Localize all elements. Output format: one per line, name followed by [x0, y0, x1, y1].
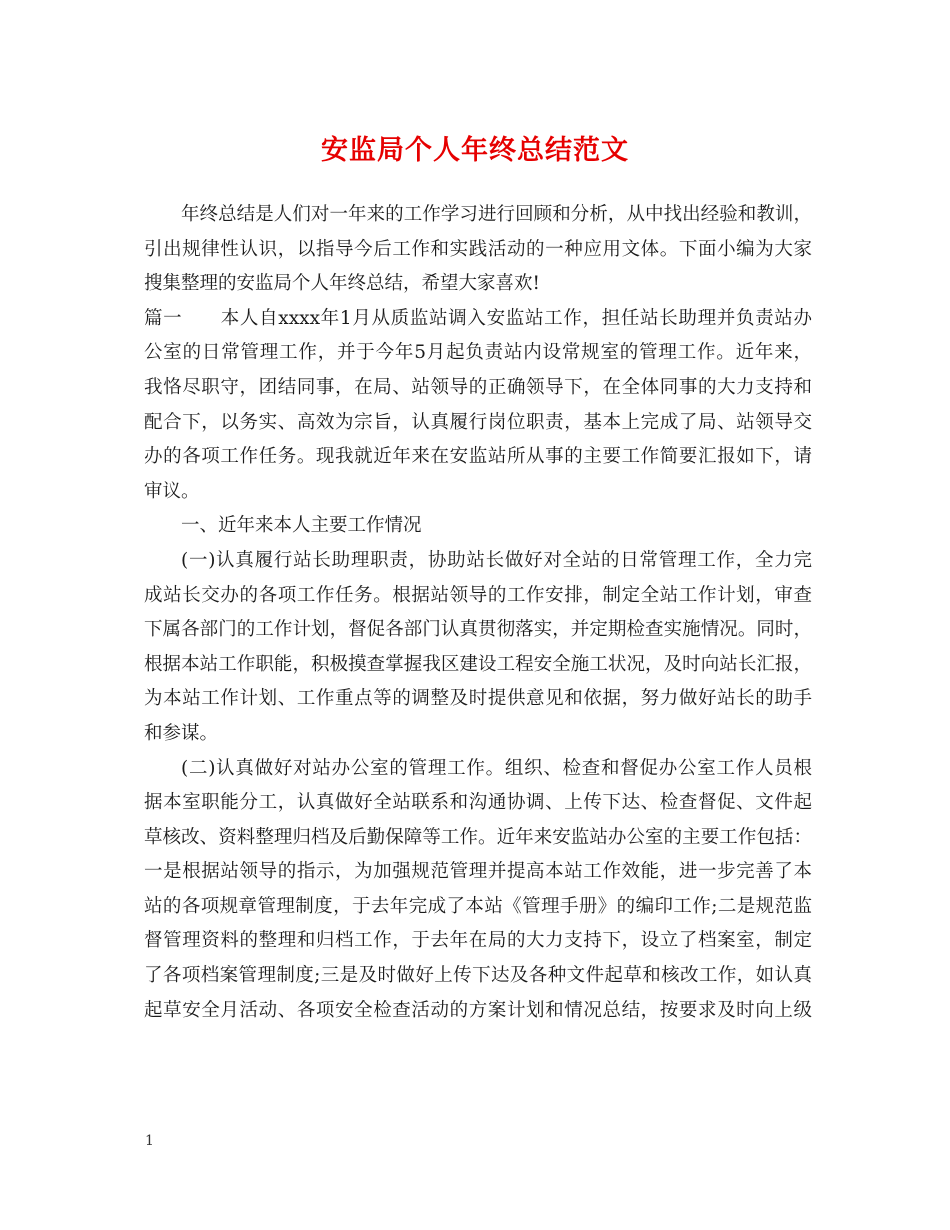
- text-line: 站的各项规章管理制度，于去年完成了本站《管理手册》的编印工作;二是规范监: [144, 895, 812, 917]
- document-body: [144, 198, 812, 1028]
- text-line: 引出规律性认识，以指导今后工作和实践活动的一种应用文体。下面小编为大家: [144, 238, 812, 260]
- text-line: 下属各部门的工作计划，督促各部门认真贯彻落实，并定期检查实施情况。同时，: [144, 619, 812, 641]
- text-line: 搜集整理的安监局个人年终总结，希望大家喜欢!: [144, 273, 540, 295]
- text-line: 公室的日常管理工作，并于今年5月起负责站内设常规室的管理工作。近年来，: [144, 342, 812, 364]
- document-title: 安监局个人年终总结范文: [321, 135, 629, 166]
- page-number: 1: [145, 1133, 154, 1149]
- text-line: 根据本站工作职能，积极摸查掌握我区建设工程安全施工状况，及时向站长汇报，: [144, 653, 812, 675]
- text-line: 配合下，以务实、高效为宗旨，认真履行岗位职责，基本上完成了局、站领导交: [144, 411, 812, 433]
- text-line: 办的各项工作任务。现我就近年来在安监站所从事的主要工作简要汇报如下，请: [144, 446, 812, 468]
- text-line: 年终总结是人们对一年来的工作学习进行回顾和分析，从中找出经验和教训，: [181, 204, 812, 225]
- text-line: 我恪尽职守，团结同事，在局、站领导的正确领导下，在全体同事的大力支持和: [144, 376, 812, 398]
- text-line: 草核改、资料整理归档及后勤保障等工作。近年来安监站办公室的主要工作包括：: [144, 826, 812, 848]
- text-line: 和参谋。: [144, 722, 219, 744]
- text-line: (二)认真做好对站办公室的管理工作。组织、检查和督促办公室工作人员根: [181, 757, 812, 779]
- text-line: 据本室职能分工，认真做好全站联系和沟通协调、上传下达、检查督促、文件起: [144, 792, 812, 814]
- text-line: 起草安全月活动、各项安全检查活动的方案计划和情况总结，按要求及时向上级: [144, 999, 812, 1021]
- text-line: 督管理资料的整理和归档工作，于去年在局的大力支持下，设立了档案室，制定: [144, 930, 812, 952]
- text-line: 一是根据站领导的指示，为加强规范管理并提高本站工作效能，进一步完善了本: [144, 861, 812, 883]
- text-line: 成站长交办的各项工作任务。根据站领导的工作安排，制定全站工作计划，审查: [144, 584, 812, 606]
- text-line: 了各项档案管理制度;三是及时做好上传下达及各种文件起草和核改工作，如认真: [144, 965, 812, 987]
- text-line: 一、近年来本人主要工作情况: [181, 515, 422, 537]
- text-line: 篇一 本人自xxxx年1月从质监站调入安监站工作，担任站长助理并负责站办: [144, 307, 812, 329]
- text-line: 为本站工作计划、工作重点等的调整及时提供意见和依据，努力做好站长的助手: [144, 688, 812, 710]
- text-line: 审议。: [144, 480, 200, 502]
- text-line: (一)认真履行站长助理职责，协助站长做好对全站的日常管理工作，全力完: [181, 549, 812, 571]
